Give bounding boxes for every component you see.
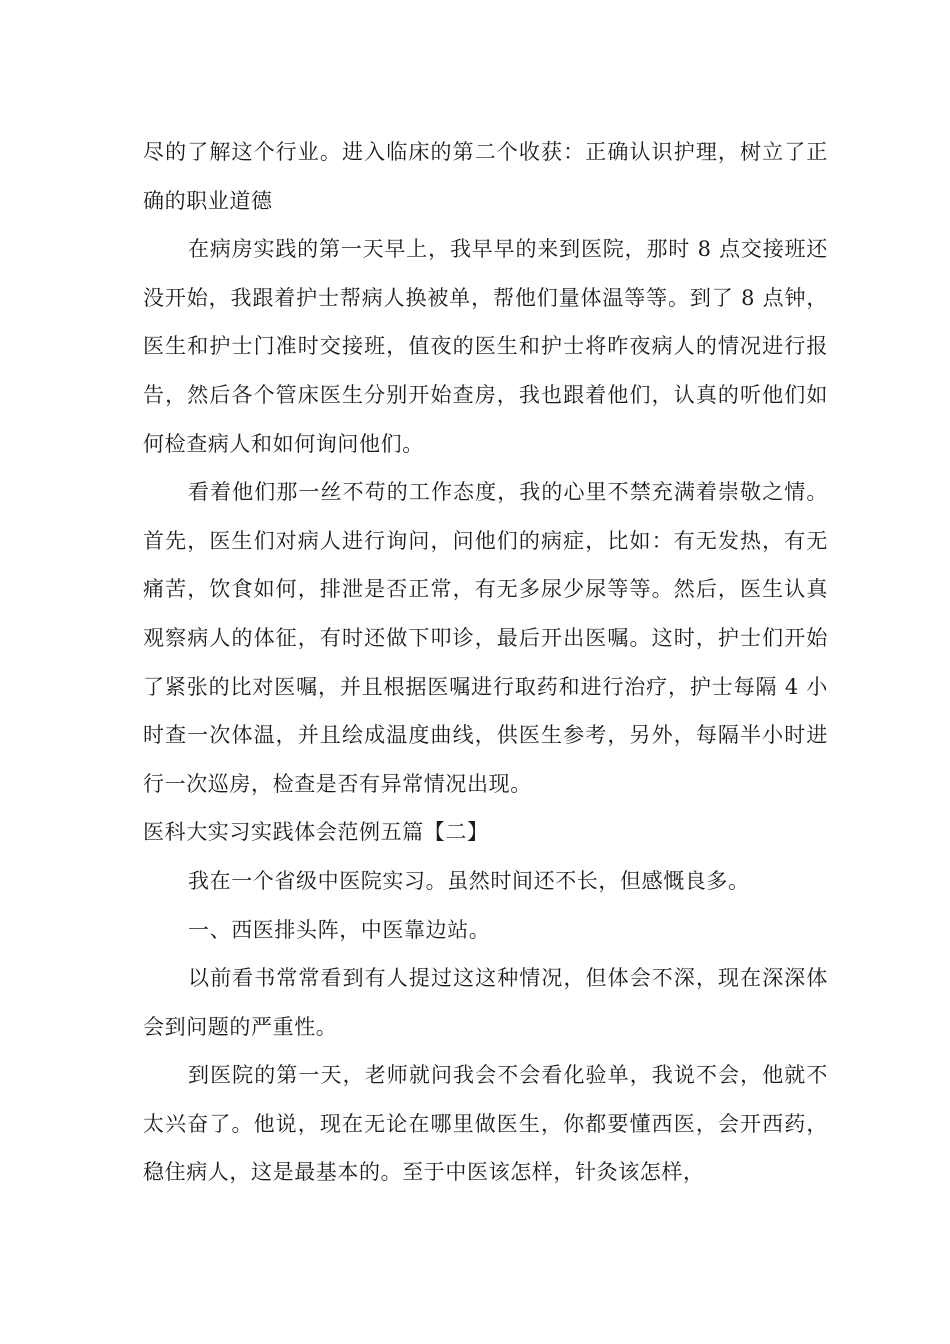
paragraph-3: 看着他们那一丝不苟的工作态度，我的心里不禁充满着崇敬之情。首先，医生们对病人进行询问，问他们的病症，比如：有无发热，有无痛苦，饮食如何，排泄是否正常，有无多尿少尿等等。然后，医生认真观察病人的体征，有时还做下叩诊，最后开出医嘱。这时，护士们开始了紧张的比对医嘱，并且根据医嘱进行取药和进行治疗，护士每隔 4 小时查一次体温，并且绘成温度曲线，供医生参考，另外，每隔半小时进行一次巡房，检查是否有异常情况出现。 [143,480,828,796]
paragraph-1: 尽的了解这个行业。进入临床的第二个收获：正确认识护理，树立了正确的职业道德 [143,140,828,213]
paragraph-8: 到医院的第一天，老师就问我会不会看化验单，我说不会，他就不太兴奋了。他说，现在无论在哪里做医生，你都要懂西医，会开西药，稳住病人，这是最基本的。至于中医该怎样，针灸该怎样， [143,1063,828,1185]
paragraph-7: 以前看书常常看到有人提过这这种情况，但体会不深，现在深深体会到问题的严重性。 [143,966,828,1039]
document-body [143,128,828,1197]
paragraph-6: 一、西医排头阵，中医靠边站。 [188,917,491,942]
section-heading: 医科大实习实践体会范例五篇【二】 [143,820,489,845]
paragraph-5: 我在一个省级中医院实习。虽然时间还不长，但感慨良多。 [188,868,750,893]
paragraph-2: 在病房实践的第一天早上，我早早的来到医院，那时 8 点交接班还没开始，我跟着护士帮病人换被单，帮他们量体温等等。到了 8 点钟，医生和护士门准时交接班，值夜的医生和护士将昨夜病人的情况进行报告，然后各个管床医生分别开始查房，我也跟着他们，认真的听他们如何检查病人和如何询问他们。 [143,237,828,456]
